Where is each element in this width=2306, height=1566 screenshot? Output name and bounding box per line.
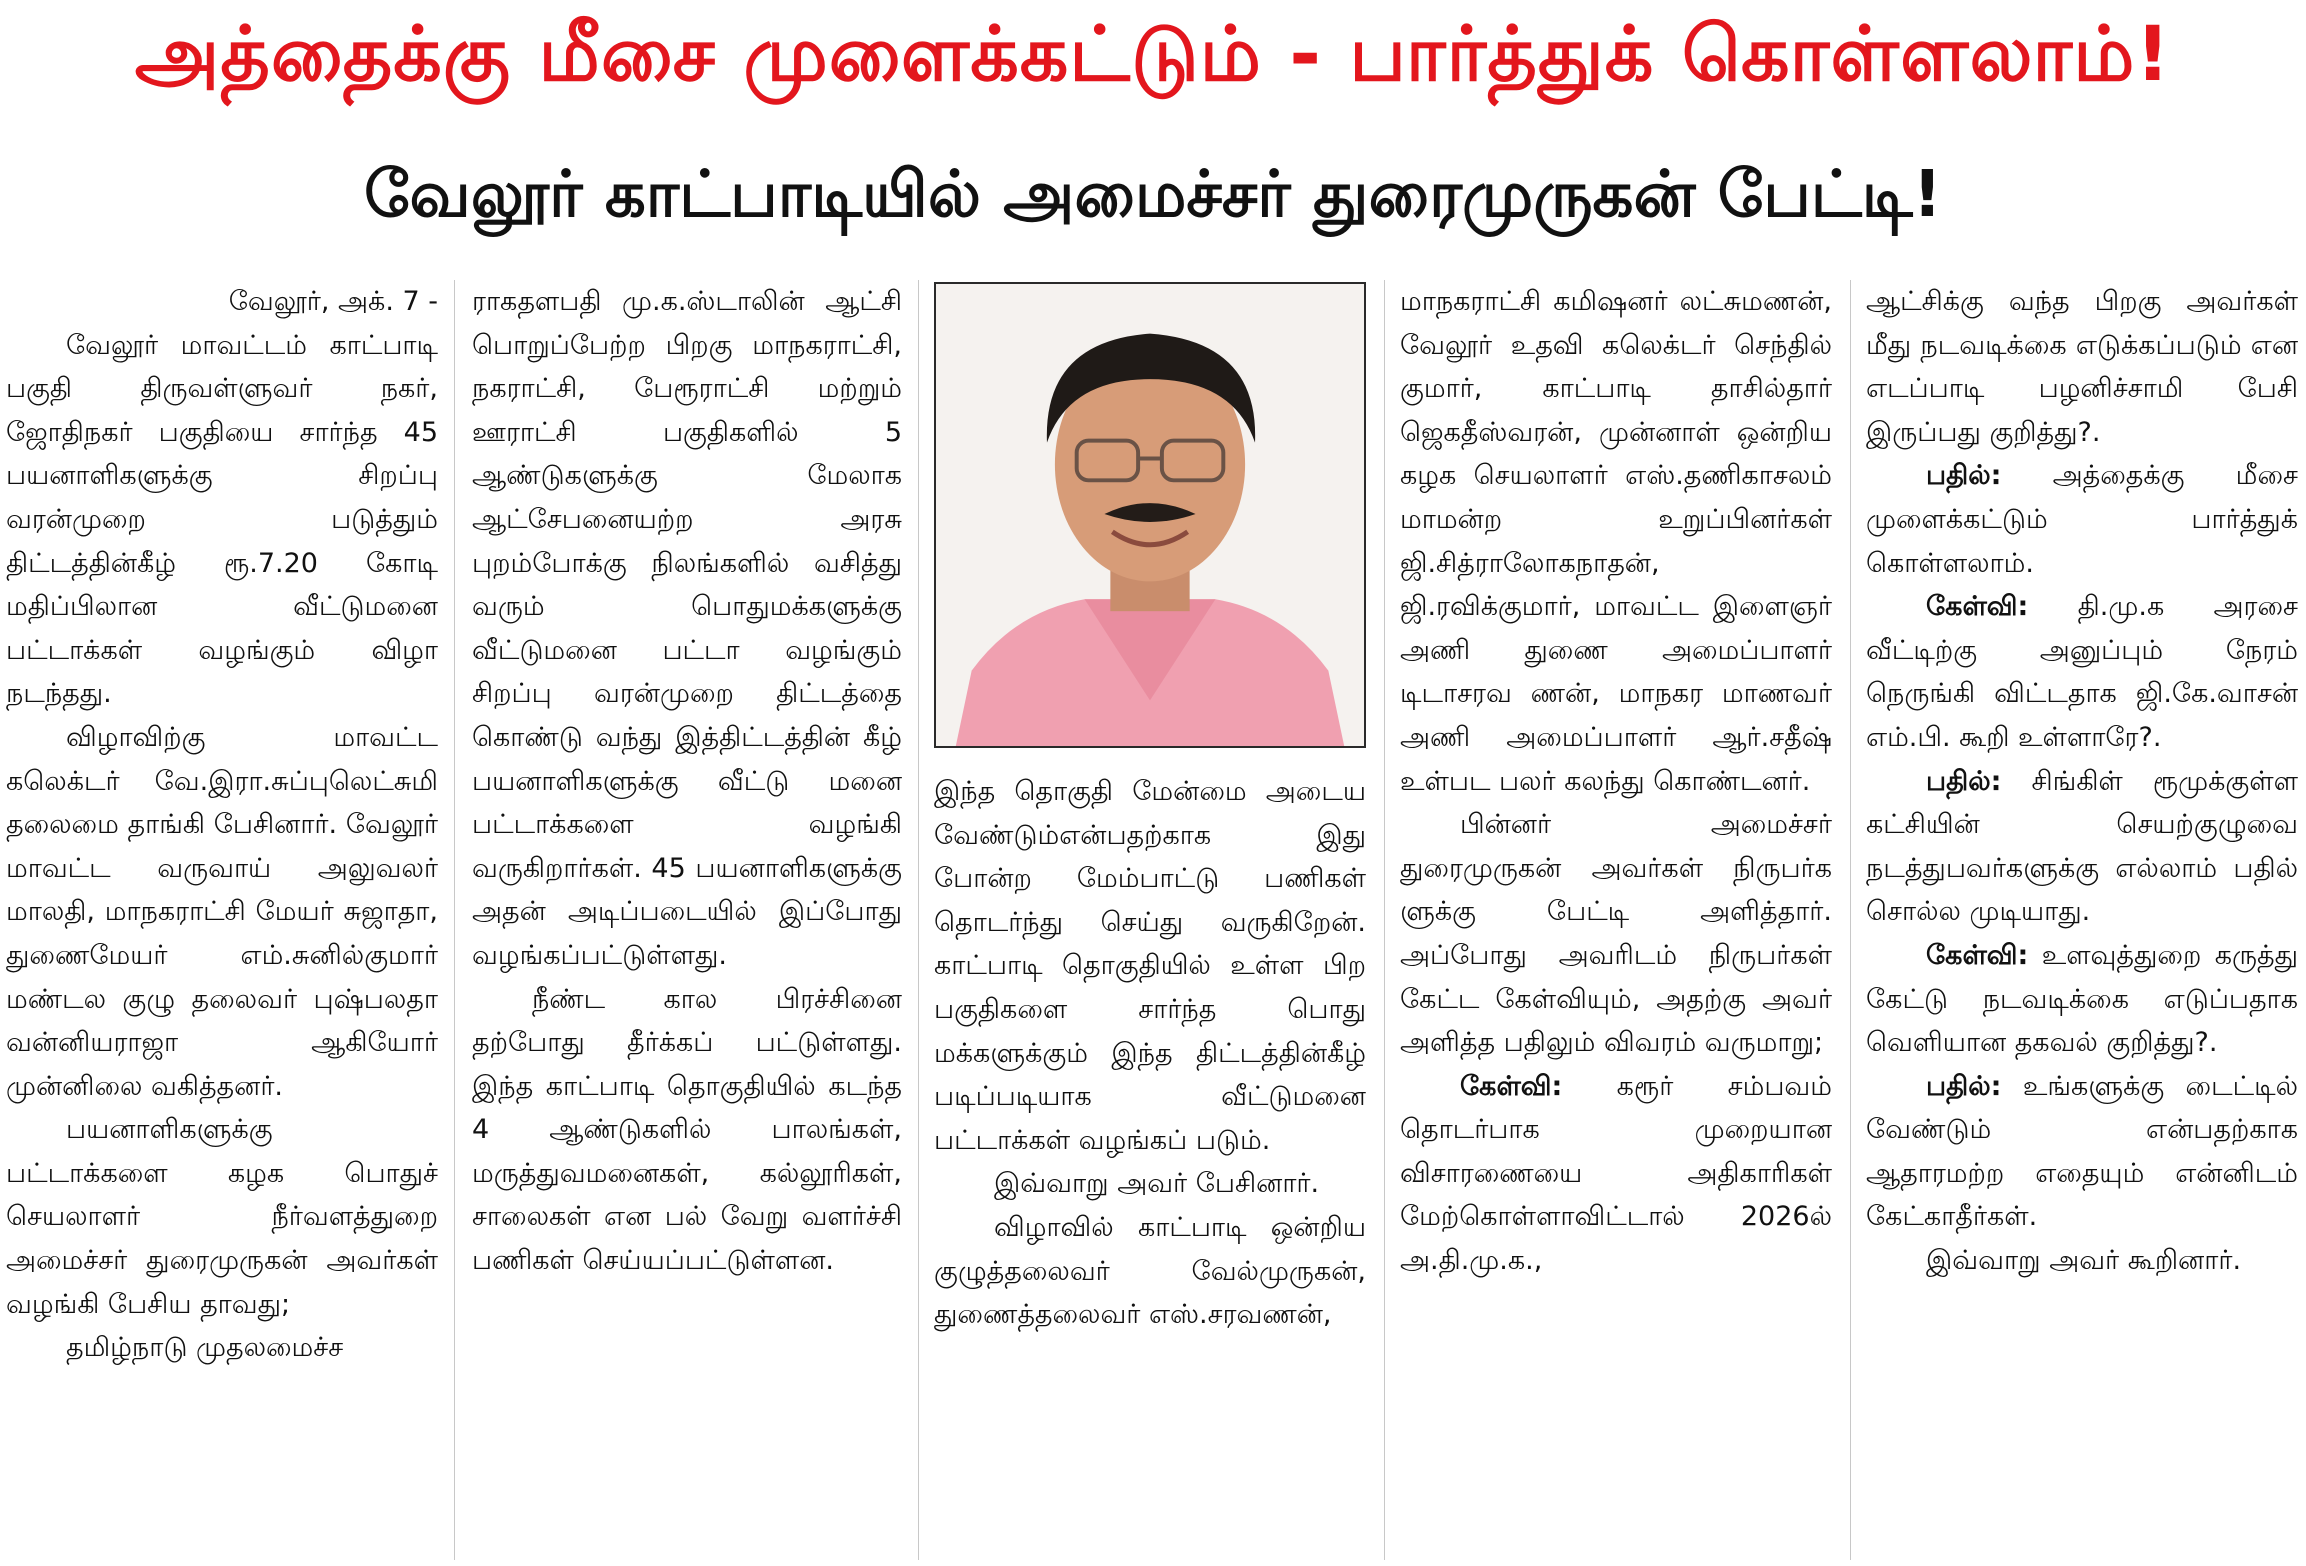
answer-text: அத்தைக்கு மீசை முளைக்கட்டும் பார்த்துக் கொள்ளலாம். [1866,460,2298,579]
article-column-4 [1400,280,1832,1560]
answer-paragraph [1866,454,2298,585]
column-divider [454,280,455,1560]
question-paragraph [1866,934,2298,1065]
paragraph: விழாவில் காட்பாடி ஒன்றிய குழுத்தலைவர் வேல்முருகன், துணைத்தலைவர் எஸ்.சரவணன், [934,1211,1366,1331]
dateline: வேலூர், அக். 7 - [228,286,438,317]
paragraph: நீண்ட கால பிரச்சினை தற்போது தீர்க்கப் பட்டுள்ளது. இந்த காட்பாடி தொகுதியில் கடந்த 4 ஆண்டுகளில் பாலங்கள், மருத்துவமனைகள், கல்லூரிகள், சாலைகள் என பல் வேறு வளர்ச்சி பணிகள் செய்யப்பட்டுள்ளன. [472,983,902,1277]
article-column-5 [1866,280,2298,1560]
answer-text: சிங்கிள் ரூமுக்குள்ள கட்சியின் செயற்குழுவை நடத்துபவர்களுக்கு எல்லாம் பதில் சொல்ல முடியாது. [1866,765,2298,928]
closing-paragraph: இவ்வாறு அவர் கூறினார். [1926,1245,2242,1277]
paragraph: பின்னர் அமைச்சர் துரைமுருகன் அவர்கள் நிருபர்க ளுக்கு பேட்டி அளித்தார். அப்போது அவரிடம் நிருபர்கள் கேட்ட கேள்வியும், அதற்கு அவர் அளித்த பதிலும் விவரம் வருமாறு; [1400,809,1832,1059]
question-label: கேள்வி: [1926,939,2029,971]
paragraph: வேலூர் மாவட்டம் காட்பாடி பகுதி திருவள்ளுவர் நகர், ஜோதிநகர் பகுதியை சார்ந்த 45 பயனாளிகளுக்கு சிறப்பு வரன்முறை படுத்தும் திட்டத்தின்கீழ் ரூ.7.20 கோடி மதிப்பிலான வீட்டுமனை பட்டாக்கள் வழங்கும் விழா நடந்தது. [6,329,438,710]
answer-paragraph [1866,1065,2298,1239]
paragraph: மாநகராட்சி கமிஷனர் லட்சுமணன், வேலூர் உதவி கலெக்டர் செந்தில் குமார், காட்பாடி தாசில்தார் ஜெகதீஸ்வரன், முன்னாள் ஒன்றிய கழக செயலாளர் எஸ்.தணிகாசலம் மாமன்ற உறுப்பினர்கள் ஜி.சித்ராலோகநாதன், ஜி.ரவிக்குமார், மாவட்ட இளைஞர் அணி துணை அமைப்பாளர் டிடாசரவ ணன், மாநகர மாணவர் அணி அமைப்பாளர் ஆர்.சதீஷ் உள்பட பலர் கலந்து கொண்டனர். [1400,286,1832,797]
paragraph: பயனாளிகளுக்கு பட்டாக்களை கழக பொதுச் செயலாளர் நீர்வளத்துறை அமைச்சர் துரைமுருகன் அவர்கள் வழங்கி பேசிய தாவது; [6,1114,438,1320]
question-continuation: ஆட்சிக்கு வந்த பிறகு அவர்கள் மீது நடவடிக்கை எடுக்கப்படும் என எடப்பாடி பழனிச்சாமி பேசி இருப்பது குறித்து?. [1866,286,2298,448]
question-label: கேள்வி: [1460,1070,1563,1102]
column-divider [918,280,919,1560]
article-column-2 [472,280,902,1560]
question-text: கரூர் சம்பவம் தொடர்பாக முறையான விசாரணையை அதிகாரிகள் மேற்கொள்ளாவிட்டால் 2026ல் அ.தி.மு.க., [1400,1070,1832,1277]
question-paragraph [1400,1065,1832,1283]
paragraph: தமிழ்நாடு முதலமைச்ச [66,1332,344,1364]
column-divider [1384,280,1385,1560]
portrait-photo [934,282,1366,748]
answer-label: பதில்: [1926,1070,2002,1102]
portrait-photo-icon [936,284,1364,746]
article-column-3 [934,770,1366,1560]
question-text: உளவுத்துறை கருத்து கேட்டு நடவடிக்கை எடுப்பதாக வெளியான தகவல் குறித்து?. [1866,939,2298,1059]
article-column-1 [6,280,438,1560]
paragraph: இவ்வாறு அவர் பேசினார். [994,1168,1320,1200]
answer-paragraph [1866,760,2298,934]
question-paragraph [1866,585,2298,759]
column-divider [1850,280,1851,1560]
paragraph: ராகதளபதி மு.க.ஸ்டாலின் ஆட்சி பொறுப்பேற்ற பிறகு மாநகராட்சி, நகராட்சி, பேரூராட்சி மற்றும் ஊராட்சி பகுதிகளில் 5 ஆண்டுகளுக்கு மேலாக ஆட்சேபனையற்ற அரசு புறம்போக்கு நிலங்களில் வசித்து வரும் பொதுமக்களுக்கு வீட்டுமனை பட்டா வழங்கும் சிறப்பு வரன்முறை திட்டத்தை கொண்டு வந்து இத்திட்டத்தின் கீழ் பயனாளிகளுக்கு வீட்டு மனை பட்டாக்களை வழங்கி வருகிறார்கள். 45 பயனாளிகளுக்கு அதன் அடிப்படையில் இப்போது வழங்கப்பட்டுள்ளது. [472,286,902,971]
question-text: தி.மு.க அரசை வீட்டிற்கு அனுப்பும் நேரம் நெருங்கி விட்டதாக ஜி.கே.வாசன் எம்.பி. கூறி உள்ளாரே?. [1866,591,2298,753]
paragraph: இந்த தொகுதி மேன்மை அடைய வேண்டும்என்பதற்காக இது போன்ற மேம்பாட்டு பணிகள் தொடர்ந்து செய்து வருகிறேன். காட்பாடி தொகுதியில் உள்ள பிற பகுதிகளை சார்ந்த பொது மக்களுக்கும் இந்த திட்டத்தின்கீழ் படிப்படியாக வீட்டுமனை பட்டாக்கள் வழங்கப் படும். [934,776,1366,1156]
answer-text: உங்களுக்கு டைட்டில் வேண்டும் என்பதற்காக ஆதாரமற்ற எதையும் என்னிடம் கேட்காதீர்கள். [1866,1070,2298,1233]
subheadline: வேலூர் காட்பாடியில் அமைச்சர் துரைமுருகன் பேட்டி! [364,158,1942,232]
headline: அத்தைக்கு மீசை முளைக்கட்டும் - பார்த்துக் கொள்ளலாம்! [134,9,2172,98]
answer-label: பதில்: [1926,460,2002,492]
paragraph: விழாவிற்கு மாவட்ட கலெக்டர் வே.இரா.சுப்புலெட்சுமி தலைமை தாங்கி பேசினார். வேலூர் மாவட்ட வருவாய் அலுவலர் மாலதி, மாநகராட்சி மேயர் சுஜாதா, துணைமேயர் எம்.சுனில்குமார் மண்டல குழு தலைவர் புஷ்பலதா வன்னியராஜா ஆகியோர் முன்னிலை வகித்தனர். [6,721,438,1102]
question-label: கேள்வி: [1926,591,2029,623]
answer-label: பதில்: [1926,765,2002,797]
